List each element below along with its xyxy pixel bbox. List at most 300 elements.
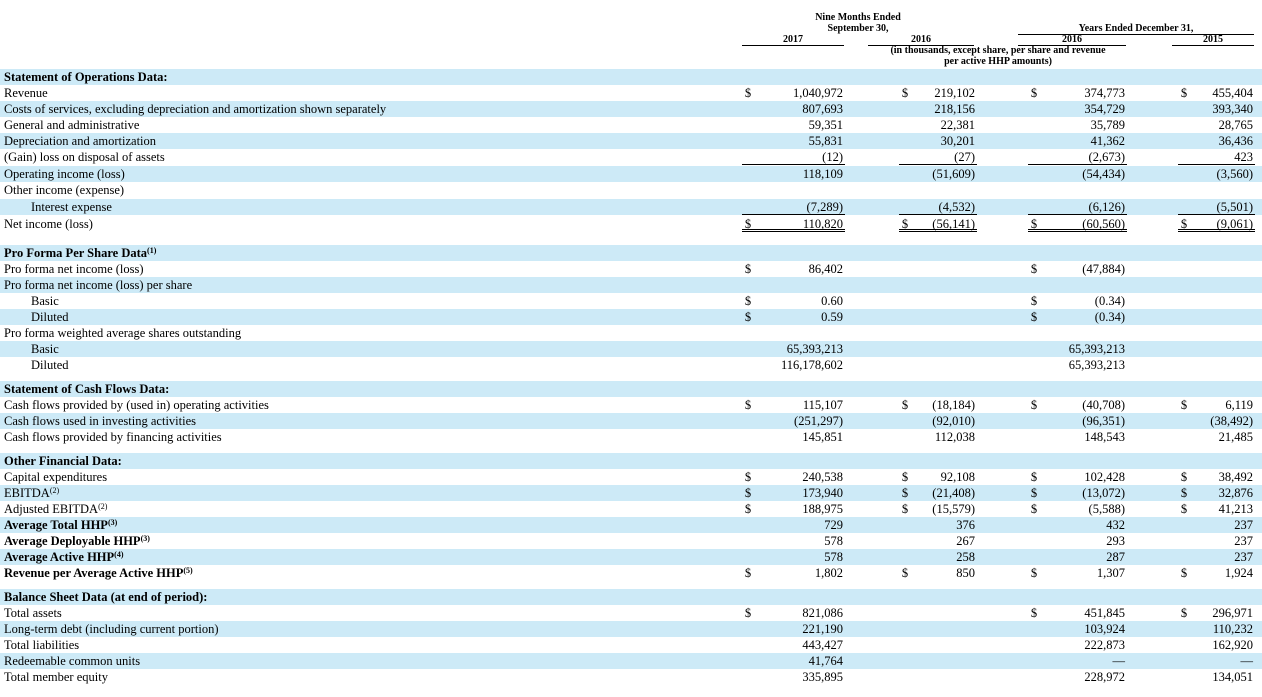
- footnote-marker: (2): [49, 486, 60, 495]
- currency-symbol: $: [1180, 566, 1188, 580]
- currency-symbol: $: [744, 217, 752, 231]
- cell-value: 237: [1234, 518, 1253, 532]
- value-cell: [1028, 653, 1127, 669]
- row-label: [31, 357, 69, 373]
- currency-symbol: $: [744, 294, 752, 308]
- table-row: [0, 85, 1262, 101]
- cell-value: 148,543: [1084, 430, 1125, 444]
- cell-value: 41,362: [1090, 134, 1125, 148]
- value-cell: [1028, 309, 1127, 325]
- value-cell: [742, 117, 845, 133]
- value-cell: [1028, 149, 1127, 165]
- cell-value: (5,588): [1088, 502, 1125, 516]
- value-cell: [742, 669, 845, 685]
- cell-value: 455,404: [1212, 86, 1253, 100]
- row-label: [4, 501, 107, 517]
- value-cell: [742, 653, 845, 669]
- value-cell: [1028, 469, 1127, 485]
- cell-value: 821,086: [802, 606, 843, 620]
- cell-value: (56,141): [932, 217, 975, 231]
- row-label: [31, 293, 59, 309]
- value-cell: [1178, 85, 1255, 101]
- row-label-text: Net income (loss): [4, 217, 93, 231]
- row-label-text: (Gain) loss on disposal of assets: [4, 150, 165, 164]
- cell-value: 115,107: [802, 398, 843, 412]
- cell-value: 451,845: [1084, 606, 1125, 620]
- footnote-marker: (5): [183, 566, 193, 575]
- value-cell: [742, 501, 845, 517]
- currency-symbol: $: [1030, 86, 1038, 100]
- value-cell: [1028, 117, 1127, 133]
- cell-value: 1,040,972: [793, 86, 843, 100]
- footnote-marker: (3): [140, 534, 150, 543]
- cell-value: 240,538: [802, 470, 843, 484]
- cell-value: 110,820: [802, 217, 843, 231]
- value-cell: [899, 397, 977, 413]
- cell-value: 218,156: [934, 102, 975, 116]
- currency-symbol: $: [1180, 470, 1188, 484]
- cell-value: (251,297): [794, 414, 843, 428]
- value-cell: [1178, 117, 1255, 133]
- value-cell: [899, 101, 977, 117]
- currency-symbol: $: [901, 486, 909, 500]
- value-cell: [1028, 637, 1127, 653]
- cell-value: 162,920: [1212, 638, 1253, 652]
- cell-value: 112,038: [934, 430, 975, 444]
- cell-value: (40,708): [1082, 398, 1125, 412]
- row-label: [4, 261, 144, 277]
- table-row: [0, 341, 1262, 357]
- value-cell: [1178, 517, 1255, 533]
- value-cell: [899, 216, 977, 232]
- value-cell: [742, 357, 845, 373]
- table-row: [0, 413, 1262, 429]
- row-label: [4, 325, 241, 341]
- value-cell: [1028, 261, 1127, 277]
- row-label-text: Cash flows provided by financing activities: [4, 430, 222, 444]
- cell-value: 850: [956, 566, 975, 580]
- value-cell: [742, 149, 845, 165]
- row-label-text: Revenue per Average Active HHP: [4, 566, 184, 580]
- value-cell: [742, 533, 845, 549]
- years-ended-header: Years Ended December 31,: [1018, 23, 1254, 35]
- row-label: [31, 309, 69, 325]
- cell-value: 0.59: [821, 310, 843, 324]
- cell-value: (96,351): [1082, 414, 1125, 428]
- currency-symbol: $: [744, 566, 752, 580]
- table-row: [0, 621, 1262, 637]
- table-row: [0, 517, 1262, 533]
- value-cell: [1178, 605, 1255, 621]
- table-row: [0, 309, 1262, 325]
- table-row: [0, 261, 1262, 277]
- table-row: [0, 397, 1262, 413]
- currency-symbol: $: [744, 470, 752, 484]
- value-cell: [1178, 565, 1255, 581]
- row-label-text: Pro forma net income (loss) per share: [4, 278, 193, 292]
- row-label: [4, 485, 59, 501]
- value-cell: [742, 133, 845, 149]
- cell-value: 86,402: [808, 262, 843, 276]
- currency-symbol: $: [901, 502, 909, 516]
- table-row: [0, 133, 1262, 149]
- cell-value: 102,428: [1084, 470, 1125, 484]
- row-label: [4, 517, 117, 533]
- value-cell: [1178, 397, 1255, 413]
- cell-value: 443,427: [802, 638, 843, 652]
- row-label-text: Capital expenditures: [4, 470, 108, 484]
- value-cell: [1028, 413, 1127, 429]
- cell-value: (51,609): [932, 167, 975, 181]
- row-label: [4, 589, 207, 605]
- cell-value: 374,773: [1084, 86, 1125, 100]
- currency-symbol: $: [744, 310, 752, 324]
- table-row: [0, 166, 1262, 182]
- value-cell: [1028, 357, 1127, 373]
- cell-value: 578: [824, 534, 843, 548]
- cell-value: 118,109: [802, 167, 843, 181]
- row-label: [4, 429, 222, 445]
- cell-value: (4,532): [938, 200, 975, 214]
- value-cell: [899, 429, 977, 445]
- row-label: [4, 245, 156, 261]
- table-row: [0, 245, 1262, 261]
- value-cell: [1178, 101, 1255, 117]
- cell-value: (38,492): [1210, 414, 1253, 428]
- value-cell: [1028, 549, 1127, 565]
- row-label: [4, 653, 140, 669]
- currency-symbol: $: [901, 398, 909, 412]
- table-row: [0, 357, 1262, 373]
- value-cell: [742, 293, 845, 309]
- currency-symbol: $: [1180, 502, 1188, 516]
- cell-value: (13,072): [1082, 486, 1125, 500]
- footnote-marker: (3): [107, 518, 118, 527]
- value-cell: [742, 637, 845, 653]
- row-label: [4, 85, 48, 101]
- currency-symbol: $: [901, 566, 909, 580]
- row-label-text: Costs of services, excluding depreciation and amortization shown separately: [4, 102, 387, 116]
- row-label: [4, 453, 122, 469]
- cell-value: 807,693: [802, 102, 843, 116]
- row-label: [4, 413, 196, 429]
- value-cell: [1028, 341, 1127, 357]
- cell-value: (7,289): [806, 200, 843, 214]
- table-row: [0, 277, 1262, 293]
- value-cell: [1028, 166, 1127, 182]
- table-row: [0, 653, 1262, 669]
- cell-value: 28,765: [1218, 118, 1253, 132]
- value-cell: [1178, 549, 1255, 565]
- currency-symbol: $: [1180, 398, 1188, 412]
- value-cell: [899, 517, 977, 533]
- row-label: [4, 149, 165, 165]
- cell-value: 38,492: [1218, 470, 1253, 484]
- row-label-text: Adjusted EBITDA: [4, 502, 99, 516]
- value-cell: [1028, 429, 1127, 445]
- cell-value: 21,485: [1218, 430, 1253, 444]
- currency-symbol: $: [744, 262, 752, 276]
- value-cell: [899, 485, 977, 501]
- value-cell: [1178, 469, 1255, 485]
- nine-months-header: [742, 12, 974, 34]
- table-row: [0, 325, 1262, 341]
- cell-value: —: [1112, 654, 1125, 668]
- cell-value: 237: [1234, 534, 1253, 548]
- value-cell: [899, 469, 977, 485]
- row-label: [4, 549, 123, 565]
- row-label-text: Basic: [31, 342, 59, 356]
- row-label-text: Cash flows used in investing activities: [4, 414, 196, 428]
- table-row: [0, 199, 1262, 215]
- row-label: [4, 133, 156, 149]
- currency-symbol: $: [901, 86, 909, 100]
- row-label-text: Total member equity: [4, 670, 108, 684]
- row-label: [4, 605, 62, 621]
- value-cell: [742, 549, 845, 565]
- table-row: [0, 637, 1262, 653]
- currency-symbol: $: [1030, 606, 1038, 620]
- cell-value: (60,560): [1082, 217, 1125, 231]
- value-cell: [1178, 669, 1255, 685]
- cell-value: (3,560): [1216, 167, 1253, 181]
- table-row: [0, 293, 1262, 309]
- cell-value: 578: [824, 550, 843, 564]
- table-row: [0, 429, 1262, 445]
- cell-value: 221,190: [802, 622, 843, 636]
- row-label-text: Pro forma net income (loss): [4, 262, 144, 276]
- cell-value: 65,393,213: [1068, 358, 1125, 372]
- cell-value: 393,340: [1212, 102, 1253, 116]
- currency-symbol: $: [744, 398, 752, 412]
- cell-value: 376: [956, 518, 975, 532]
- row-label: [4, 637, 79, 653]
- value-cell: [1178, 216, 1255, 232]
- row-label: [4, 117, 139, 133]
- currency-symbol: $: [744, 86, 752, 100]
- row-label-text: Interest expense: [31, 200, 112, 214]
- value-cell: [742, 199, 845, 215]
- row-label-text: Statement of Cash Flows Data:: [4, 382, 170, 396]
- currency-symbol: $: [1030, 262, 1038, 276]
- currency-symbol: $: [1030, 486, 1038, 500]
- value-cell: [899, 533, 977, 549]
- cell-value: 41,213: [1218, 502, 1253, 516]
- value-cell: [742, 397, 845, 413]
- value-cell: [1028, 216, 1127, 232]
- value-cell: [1178, 199, 1255, 215]
- value-cell: [742, 485, 845, 501]
- nine-months-title: Nine Months Ended September 30,: [815, 12, 901, 34]
- row-label-text: Pro Forma Per Share Data: [4, 246, 148, 260]
- currency-symbol: $: [901, 217, 909, 231]
- cell-value: 30,201: [940, 134, 975, 148]
- table-row: [0, 381, 1262, 397]
- currency-symbol: $: [1180, 486, 1188, 500]
- row-label-text: Diluted: [31, 358, 69, 372]
- currency-symbol: $: [1180, 217, 1188, 231]
- cell-value: 293: [1106, 534, 1125, 548]
- cell-value: 116,178,602: [780, 358, 843, 372]
- value-cell: [742, 216, 845, 232]
- value-cell: [742, 85, 845, 101]
- value-cell: [1178, 485, 1255, 501]
- cell-value: 145,851: [802, 430, 843, 444]
- cell-value: 188,975: [802, 502, 843, 516]
- table-row: [0, 101, 1262, 117]
- row-label-text: Pro forma weighted average shares outstanding: [4, 326, 242, 340]
- cell-value: (5,501): [1216, 200, 1253, 214]
- row-label: [4, 469, 107, 485]
- table-row: [0, 469, 1262, 485]
- cell-value: 103,924: [1084, 622, 1125, 636]
- value-cell: [899, 149, 977, 165]
- value-cell: [1028, 133, 1127, 149]
- cell-value: 219,102: [934, 86, 975, 100]
- col-header-2016-nine-months: 2016: [868, 34, 974, 46]
- table-row: [0, 485, 1262, 501]
- value-cell: [1178, 133, 1255, 149]
- value-cell: [1178, 149, 1255, 165]
- value-cell: [899, 549, 977, 565]
- table-row: [0, 589, 1262, 605]
- cell-value: (27): [954, 150, 975, 164]
- cell-value: (0.34): [1094, 294, 1125, 308]
- currency-symbol: $: [1030, 294, 1038, 308]
- row-label-text: Operating income (loss): [4, 167, 125, 181]
- cell-value: 22,381: [940, 118, 975, 132]
- row-label-text: General and administrative: [4, 118, 140, 132]
- value-cell: [742, 413, 845, 429]
- table-row: [0, 149, 1262, 165]
- row-label: [31, 199, 112, 215]
- table-row: [0, 605, 1262, 621]
- value-cell: [899, 133, 977, 149]
- row-label: [31, 341, 59, 357]
- value-cell: [1178, 637, 1255, 653]
- value-cell: [899, 501, 977, 517]
- cell-value: 729: [824, 518, 843, 532]
- row-label: [4, 669, 108, 685]
- row-label-text: Revenue: [4, 86, 48, 100]
- currency-symbol: $: [744, 486, 752, 500]
- table-row: [0, 453, 1262, 469]
- row-label-text: Diluted: [31, 310, 69, 324]
- cell-value: 258: [956, 550, 975, 564]
- currency-symbol: $: [901, 470, 909, 484]
- value-cell: [742, 565, 845, 581]
- row-label: [4, 621, 219, 637]
- value-cell: [742, 261, 845, 277]
- cell-value: 296,971: [1212, 606, 1253, 620]
- cell-value: 173,940: [802, 486, 843, 500]
- table-row: [0, 549, 1262, 565]
- value-cell: [742, 101, 845, 117]
- cell-value: (54,434): [1082, 167, 1125, 181]
- cell-value: 134,051: [1212, 670, 1253, 684]
- value-cell: [1028, 397, 1127, 413]
- value-cell: [1028, 293, 1127, 309]
- row-label: [4, 216, 93, 232]
- cell-value: 423: [1234, 150, 1253, 164]
- cell-value: 228,972: [1084, 670, 1125, 684]
- row-label-text: Long-term debt (including current portion): [4, 622, 219, 636]
- value-cell: [1028, 533, 1127, 549]
- value-cell: [1178, 533, 1255, 549]
- value-cell: [1028, 85, 1127, 101]
- footnote-marker: (1): [147, 246, 157, 255]
- cell-value: (21,408): [932, 486, 975, 500]
- cell-value: 0.60: [821, 294, 843, 308]
- row-label-text: Average Total HHP: [4, 518, 108, 532]
- row-label-text: Other Financial Data:: [4, 454, 122, 468]
- cell-value: 36,436: [1218, 134, 1253, 148]
- cell-value: 432: [1106, 518, 1125, 532]
- cell-value: 1,307: [1096, 566, 1125, 580]
- row-label: [4, 101, 386, 117]
- cell-value: 32,876: [1218, 486, 1253, 500]
- row-label: [4, 69, 168, 85]
- table-row: [0, 117, 1262, 133]
- cell-value: (12): [822, 150, 843, 164]
- value-cell: [1028, 565, 1127, 581]
- currency-symbol: $: [1180, 606, 1188, 620]
- cell-value: 237: [1234, 550, 1253, 564]
- row-label: [4, 565, 193, 581]
- row-label: [4, 397, 269, 413]
- cell-value: (6,126): [1088, 200, 1125, 214]
- value-cell: [742, 621, 845, 637]
- currency-symbol: $: [744, 606, 752, 620]
- value-cell: [1178, 429, 1255, 445]
- currency-symbol: $: [1030, 398, 1038, 412]
- value-cell: [899, 199, 977, 215]
- value-cell: [1028, 485, 1127, 501]
- row-label: [4, 166, 125, 182]
- cell-value: 6,119: [1225, 398, 1253, 412]
- table-row: [0, 182, 1262, 198]
- cell-value: 55,831: [808, 134, 843, 148]
- cell-value: 92,108: [940, 470, 975, 484]
- cell-value: 41,764: [808, 654, 843, 668]
- value-cell: [742, 429, 845, 445]
- value-cell: [1178, 166, 1255, 182]
- col-header-2017: 2017: [742, 34, 844, 46]
- value-cell: [1178, 501, 1255, 517]
- row-label-text: Depreciation and amortization: [4, 134, 157, 148]
- row-label-text: Cash flows provided by (used in) operating activities: [4, 398, 269, 412]
- value-cell: [742, 341, 845, 357]
- cell-value: 65,393,213: [1068, 342, 1125, 356]
- row-label-text: Statement of Operations Data:: [4, 70, 168, 84]
- currency-symbol: $: [1180, 86, 1188, 100]
- cell-value: 354,729: [1084, 102, 1125, 116]
- row-label-text: Redeemable common units: [4, 654, 141, 668]
- table-row: [0, 565, 1262, 581]
- cell-value: (18,184): [932, 398, 975, 412]
- cell-value: 335,895: [802, 670, 843, 684]
- row-label-text: Other income (expense): [4, 183, 125, 197]
- col-header-2016-year: 2016: [1018, 34, 1126, 46]
- table-row: [0, 669, 1262, 685]
- cell-value: 222,873: [1084, 638, 1125, 652]
- row-label-text: Total liabilities: [4, 638, 80, 652]
- value-cell: [1178, 621, 1255, 637]
- cell-value: 267: [956, 534, 975, 548]
- value-cell: [742, 166, 845, 182]
- value-cell: [742, 469, 845, 485]
- cell-value: 35,789: [1090, 118, 1125, 132]
